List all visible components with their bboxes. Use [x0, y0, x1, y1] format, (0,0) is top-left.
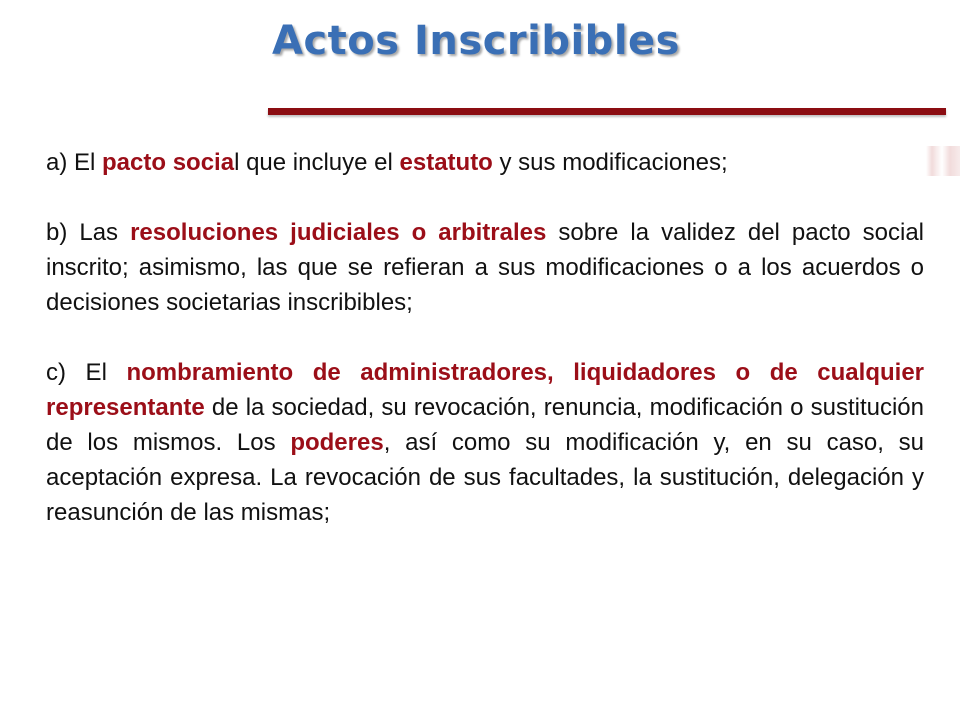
- highlighted-term: nombramiento de administradores, liquidadores o de cualquier representante: [46, 359, 924, 421]
- highlighted-term: resoluciones judiciales o arbitrales: [130, 219, 547, 246]
- text-segment: l que incluye el: [234, 149, 400, 176]
- edge-decoration: [926, 146, 960, 176]
- slide-body: [46, 145, 924, 530]
- text-segment: a) El: [46, 149, 103, 176]
- highlighted-term: estatuto: [399, 149, 493, 176]
- title-divider: [268, 108, 946, 115]
- text-segment: sobre la validez del pacto social inscrito; asimismo, las que se refieran a sus modificaciones o a los acuerdos o decisiones societarias inscribibles;: [46, 219, 924, 316]
- highlighted-term: poderes: [290, 429, 384, 456]
- slide-title: Actos Inscribibles: [272, 18, 680, 64]
- text-segment: , así como su modificación y, en su caso, su aceptación expresa. La revocación de sus facultades, la sustitución, delegación y reasunción de las mismas;: [46, 429, 925, 526]
- paragraph-c: [46, 355, 924, 530]
- text-segment: b) Las: [46, 219, 131, 246]
- highlighted-term: pacto socia: [102, 149, 235, 176]
- text-segment: c) El: [46, 359, 127, 386]
- text-segment: y sus modificaciones;: [492, 149, 728, 176]
- paragraph-a: [46, 145, 924, 180]
- paragraph-b: [46, 215, 924, 320]
- text-segment: de la sociedad, su revocación, renuncia, modificación o sustitución de los mismos. Los: [46, 394, 924, 456]
